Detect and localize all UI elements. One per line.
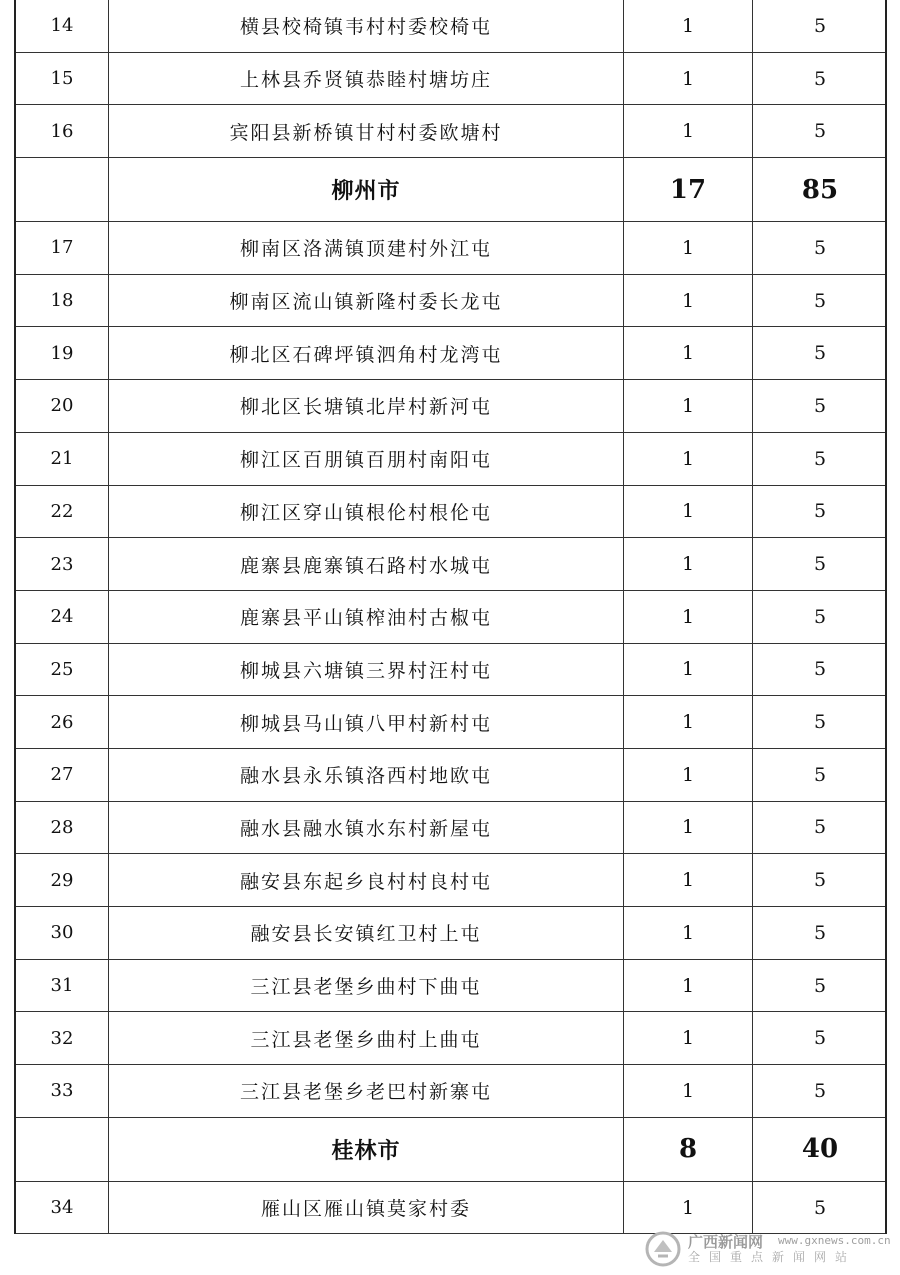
watermark (644, 1227, 894, 1271)
table-row (16, 1065, 885, 1118)
row-index: 31 (16, 960, 109, 1012)
count-a: 1 (624, 380, 753, 432)
count-b: 5 (813, 67, 827, 90)
village-name: 融水县永乐镇洛西村地欧屯 (109, 749, 624, 801)
count-a: 1 (624, 749, 753, 801)
count-a: 1 (624, 53, 753, 105)
row-index (16, 158, 109, 221)
city-subtotal-row (16, 1118, 885, 1182)
village-name: 柳江区百朋镇百朋村南阳屯 (109, 433, 624, 485)
row-index: 32 (16, 1012, 109, 1064)
count-b: 5 (813, 1196, 827, 1219)
count-a: 1 (624, 696, 753, 748)
count-b: 5 (813, 869, 827, 892)
count-b: 5 (813, 605, 827, 628)
row-index: 16 (16, 105, 109, 157)
village-name: 柳北区长塘镇北岸村新河屯 (109, 380, 624, 432)
table-row (16, 53, 885, 106)
count-a: 1 (624, 433, 753, 485)
count-a: 1 (624, 486, 753, 538)
village-name: 三江县老堡乡曲村上曲屯 (109, 1012, 624, 1064)
row-index: 14 (16, 0, 109, 52)
village-name: 三江县老堡乡曲村下曲屯 (109, 960, 624, 1012)
table-row (16, 433, 885, 486)
count-b: 5 (813, 120, 827, 143)
table-row (16, 591, 885, 644)
count-b: 40 (801, 1134, 839, 1165)
village-name: 融水县融水镇水东村新屋屯 (109, 802, 624, 854)
row-index: 22 (16, 486, 109, 538)
table-row (16, 696, 885, 749)
village-name: 上林县乔贤镇恭睦村塘坊庄 (109, 53, 624, 105)
count-b: 85 (801, 174, 839, 205)
row-index: 24 (16, 591, 109, 643)
row-index: 20 (16, 380, 109, 432)
count-b: 5 (813, 289, 827, 312)
table-row (16, 222, 885, 275)
count-b: 5 (813, 711, 827, 734)
row-index (16, 1118, 109, 1181)
count-b: 5 (813, 763, 827, 786)
count-a: 1 (624, 222, 753, 274)
row-index: 19 (16, 327, 109, 379)
count-b: 5 (813, 816, 827, 839)
table-row (16, 105, 885, 158)
count-a: 1 (624, 1182, 753, 1234)
count-a: 17 (624, 158, 753, 221)
count-a: 8 (624, 1118, 753, 1181)
data-table (14, 0, 887, 1234)
table-row (16, 538, 885, 591)
village-name: 柳南区流山镇新隆村委长龙屯 (109, 275, 624, 327)
table-row (16, 275, 885, 328)
row-index: 28 (16, 802, 109, 854)
row-index: 26 (16, 696, 109, 748)
row-index: 18 (16, 275, 109, 327)
village-name: 柳江区穿山镇根伦村根伦屯 (109, 486, 624, 538)
row-index: 34 (16, 1182, 109, 1234)
count-a: 1 (624, 591, 753, 643)
count-b: 5 (813, 658, 827, 681)
count-b: 5 (813, 447, 827, 470)
table-row (16, 960, 885, 1013)
table-row (16, 1012, 885, 1065)
count-a: 1 (624, 1065, 753, 1117)
count-b: 5 (813, 236, 827, 259)
count-a: 1 (624, 907, 753, 959)
table-row (16, 854, 885, 907)
row-index: 21 (16, 433, 109, 485)
row-index: 17 (16, 222, 109, 274)
village-name: 雁山区雁山镇莫家村委 (109, 1182, 624, 1234)
count-a: 1 (624, 538, 753, 590)
table-row (16, 380, 885, 433)
watermark-url: www.gxnews.com.cn (778, 1233, 891, 1247)
village-name: 鹿寨县鹿寨镇石路村水城屯 (109, 538, 624, 590)
count-b: 5 (813, 394, 827, 417)
village-name: 柳北区石碑坪镇泗角村龙湾屯 (109, 327, 624, 379)
table-row (16, 802, 885, 855)
gxnews-logo-icon (644, 1230, 682, 1268)
row-index: 33 (16, 1065, 109, 1117)
count-a: 1 (624, 327, 753, 379)
city-name: 桂林市 (109, 1118, 624, 1181)
count-a: 1 (624, 802, 753, 854)
village-name: 横县校椅镇韦村村委校椅屯 (109, 0, 624, 52)
count-a: 1 (624, 275, 753, 327)
count-a: 1 (624, 854, 753, 906)
village-name: 融安县长安镇红卫村上屯 (109, 907, 624, 959)
count-b: 5 (813, 553, 827, 576)
count-a: 1 (624, 960, 753, 1012)
table-row (16, 907, 885, 960)
village-name: 柳南区洛满镇顶建村外江屯 (109, 222, 624, 274)
city-subtotal-row (16, 158, 885, 222)
count-b: 5 (813, 342, 827, 365)
table-row (16, 644, 885, 697)
village-name: 柳城县六塘镇三界村汪村屯 (109, 644, 624, 696)
village-name: 鹿寨县平山镇榨油村古椒屯 (109, 591, 624, 643)
row-index: 23 (16, 538, 109, 590)
count-b: 5 (813, 14, 827, 37)
count-b: 5 (813, 1079, 827, 1102)
count-a: 1 (624, 1012, 753, 1064)
row-index: 30 (16, 907, 109, 959)
count-b: 5 (813, 921, 827, 944)
table-row (16, 327, 885, 380)
city-name: 柳州市 (109, 158, 624, 221)
count-b: 5 (813, 974, 827, 997)
table-row (16, 486, 885, 539)
count-a: 1 (624, 105, 753, 157)
row-index: 27 (16, 749, 109, 801)
village-name: 柳城县马山镇八甲村新村屯 (109, 696, 624, 748)
table-row (16, 749, 885, 802)
table-row (16, 0, 885, 53)
watermark-slogan: 全国重点新闻网站 (688, 1249, 857, 1264)
row-index: 29 (16, 854, 109, 906)
watermark-brand: 广西新闻网 (688, 1233, 764, 1252)
count-a: 1 (624, 644, 753, 696)
village-name: 宾阳县新桥镇甘村村委欧塘村 (109, 105, 624, 157)
row-index: 15 (16, 53, 109, 105)
village-name: 融安县东起乡良村村良村屯 (109, 854, 624, 906)
row-index: 25 (16, 644, 109, 696)
village-name: 三江县老堡乡老巴村新寨屯 (109, 1065, 624, 1117)
count-b: 5 (813, 1027, 827, 1050)
count-a: 1 (624, 0, 753, 52)
count-b: 5 (813, 500, 827, 523)
